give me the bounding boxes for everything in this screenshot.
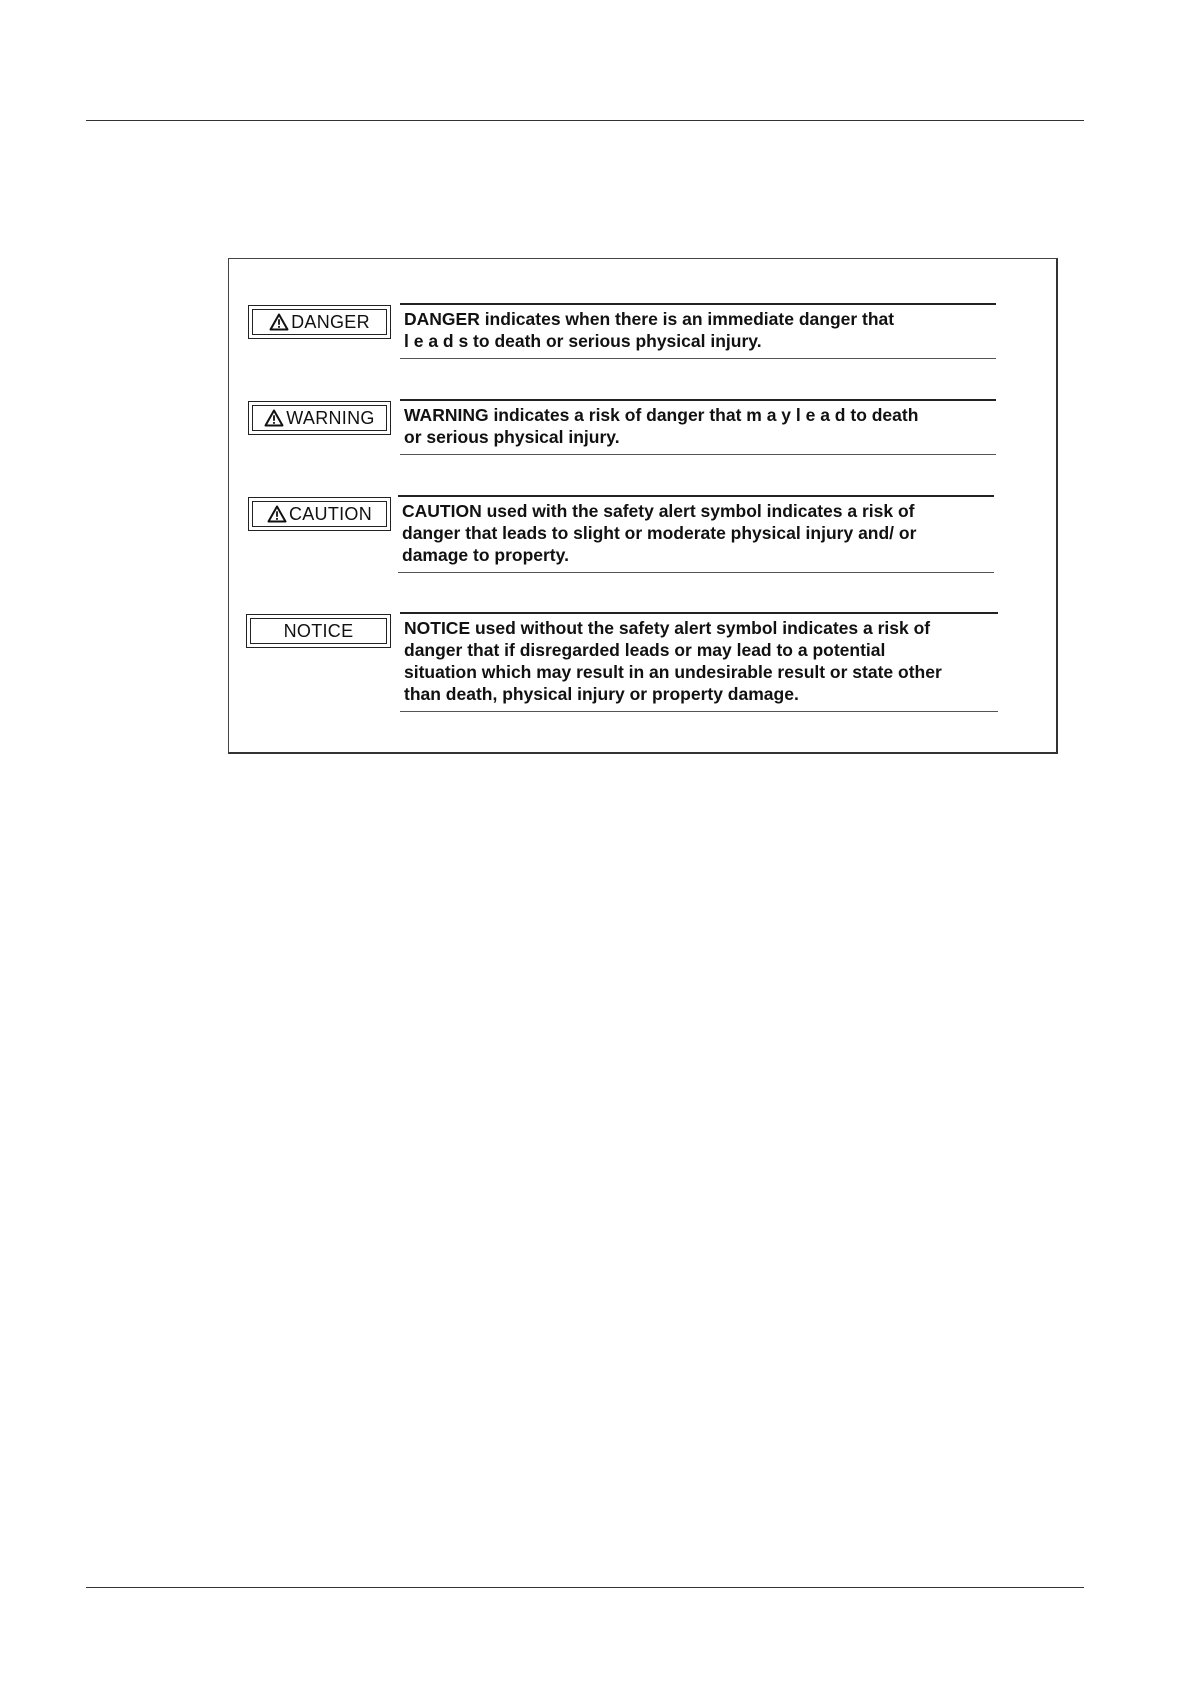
notice-description-line: danger that if disregarded leads or may lead to a potential xyxy=(404,640,886,660)
notice-description-line: NOTICE used without the safety alert symbol indicates a risk of xyxy=(404,618,931,638)
notice-label-box xyxy=(246,614,391,648)
safety-signal-words-panel xyxy=(228,258,1058,754)
warning-label-box xyxy=(248,401,391,435)
caution-description-line: CAUTION used with the safety alert symbol indicates a risk of xyxy=(402,501,915,521)
caution-description-line: damage to property. xyxy=(402,545,569,565)
warning-description-line: WARNING indicates a risk of danger that m a y l e a d to death xyxy=(404,405,919,425)
caution-description xyxy=(398,495,994,573)
warning-triangle-icon xyxy=(264,409,284,427)
warning-description xyxy=(400,399,996,455)
danger-label: DANGER xyxy=(291,311,370,332)
notice-description-line: situation which may result in an undesirable result or state other xyxy=(404,662,942,682)
footer-rule xyxy=(86,1587,1084,1588)
notice-label: NOTICE xyxy=(283,620,354,641)
warning-description-line: or serious physical injury. xyxy=(404,427,620,447)
danger-description xyxy=(400,303,996,359)
notice-description-line: than death, physical injury or property damage. xyxy=(404,684,799,704)
danger-description-line: l e a d s to death or serious physical injury. xyxy=(404,331,762,351)
header-rule xyxy=(86,120,1084,121)
notice-description xyxy=(400,612,998,712)
warning-triangle-icon xyxy=(267,505,287,523)
caution-label: CAUTION xyxy=(288,503,373,524)
warning-triangle-icon xyxy=(269,313,289,331)
caution-label-box xyxy=(248,497,391,531)
danger-description-line: DANGER indicates when there is an immediate danger that xyxy=(404,309,895,329)
caution-description-line: danger that leads to slight or moderate physical injury and/ or xyxy=(402,523,917,543)
warning-label: WARNING xyxy=(286,407,375,428)
danger-label-box xyxy=(248,305,391,339)
